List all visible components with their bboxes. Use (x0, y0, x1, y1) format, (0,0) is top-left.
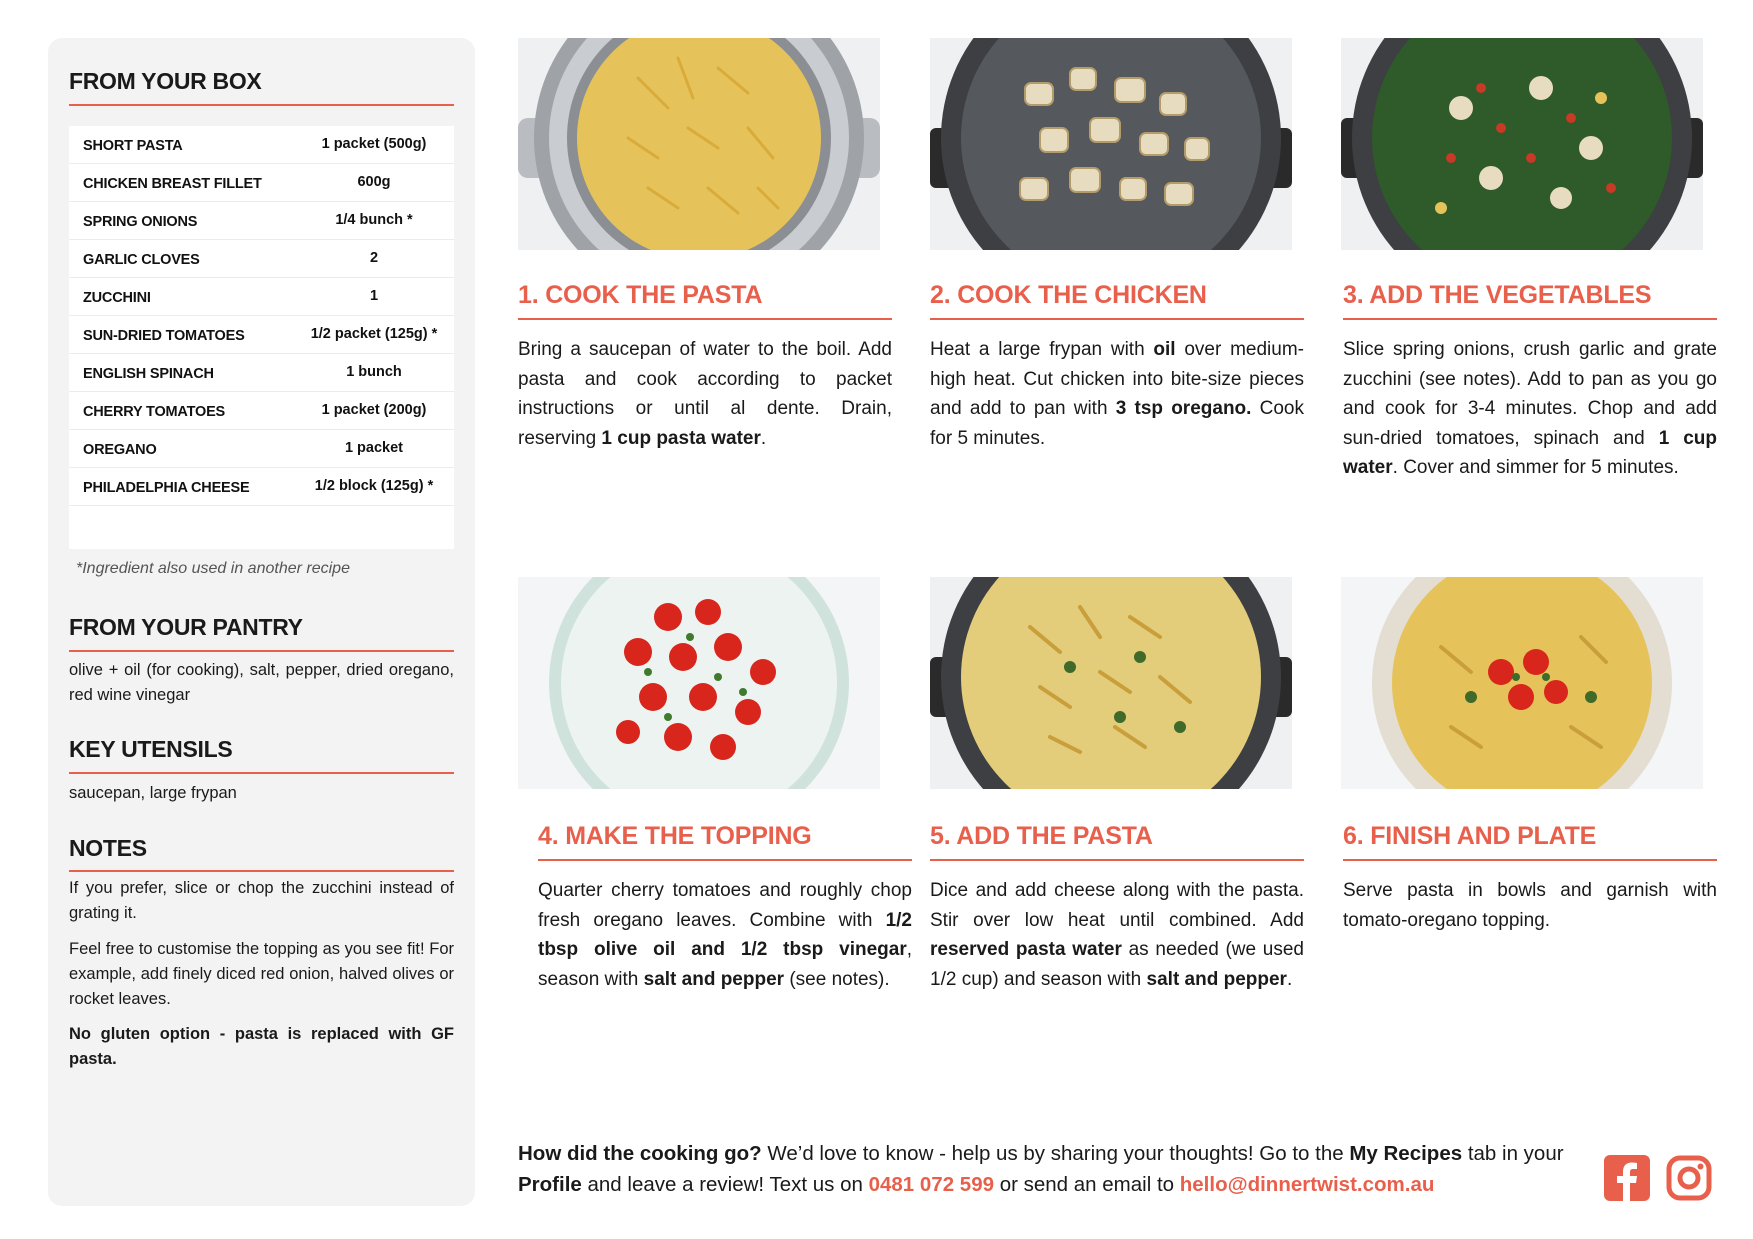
step-5-title: 5. ADD THE PASTA (930, 822, 1153, 850)
phone-link[interactable]: 0481 072 599 (868, 1173, 994, 1196)
step-1-text: Bring a saucepan of water to the boil. Add pasta and cook according to packet instructions or until al dente. Drain, reserving 1 cup pasta water. (518, 339, 892, 449)
heading-rule (1343, 318, 1717, 320)
ingredient-row (69, 316, 454, 354)
ingredient-qty: 1/4 bunch * (335, 212, 413, 228)
tomato-topping-photo (518, 577, 880, 789)
step-3-title: 3. ADD THE VEGETABLES (1343, 281, 1652, 309)
ingredient-row (69, 354, 454, 392)
utensils-text: saucepan, large frypan (69, 784, 237, 802)
ingredient-row (69, 468, 454, 506)
note-1: If you prefer, slice or chop the zucchini instead of grating it. (69, 879, 454, 922)
email-link[interactable]: hello@dinnertwist.com.au (1179, 1173, 1435, 1196)
step-4-title: 4. MAKE THE TOPPING (538, 822, 812, 850)
ingredient-qty: 1 (369, 288, 379, 304)
step-2-title: 2. COOK THE CHICKEN (930, 281, 1207, 309)
ingredient-row (69, 126, 454, 164)
box-heading: FROM YOUR BOX (69, 68, 262, 94)
heading-rule (69, 772, 454, 774)
ingredient-qty: 1 packet (500g) (321, 136, 427, 152)
utensils-heading: KEY UTENSILS (69, 736, 233, 762)
ingredient-row (69, 430, 454, 468)
heading-rule (518, 318, 892, 320)
ingredient-qty: 1 packet (344, 440, 404, 456)
ingredient-row (69, 278, 454, 316)
note-3: No gluten option - pasta is replaced with GF pasta. (69, 1025, 454, 1068)
ingredient-table (69, 126, 454, 549)
notes-heading: NOTES (69, 835, 147, 861)
pantry-heading: FROM YOUR PANTRY (69, 614, 303, 640)
ingredient-qty: 1 packet (200g) (321, 402, 427, 418)
step-4-text: Quarter cherry tomatoes and roughly chop fresh oregano leaves. Combine with 1/2 tbsp olive oil and 1/2 tbsp vinegar, season with salt and pepper (see notes). (538, 880, 912, 990)
heading-rule (1343, 859, 1717, 861)
feedback-footer: How did the cooking go? We’d love to know - help us by sharing your thoughts! Go to the My Recipes tab in your Profile and leave a review! Text us on 0481 072 599 or send an email to hello@dinnertwist.com.au (518, 1142, 1564, 1196)
ingredient-qty: 600g (357, 174, 391, 190)
heading-rule (930, 318, 1304, 320)
ingredient-name: ZUCCHINI (83, 290, 151, 306)
ingredient-qty: 1/2 packet (125g) * (310, 326, 438, 342)
ingredient-name: PHILADELPHIA CHEESE (83, 480, 250, 496)
ingredient-footnote: *Ingredient also used in another recipe (76, 560, 350, 577)
vegetables-pan-photo (1341, 38, 1703, 250)
ingredients-panel (48, 38, 475, 1206)
step-1-title: 1. COOK THE PASTA (518, 281, 763, 309)
facebook-icon[interactable] (1604, 1155, 1650, 1201)
ingredient-row (69, 392, 454, 430)
pasta-pot-photo (518, 38, 880, 250)
step-6-title: 6. FINISH AND PLATE (1343, 822, 1597, 850)
heading-rule (69, 870, 454, 872)
ingredient-name: ENGLISH SPINACH (83, 366, 214, 382)
ingredient-name: CHICKEN BREAST FILLET (83, 176, 262, 192)
step-5-text: Dice and add cheese along with the pasta. Stir over low heat until combined. Add reserved pasta water as needed (we used 1/2 cup) and season with salt and pepper. (930, 880, 1304, 990)
ingredient-qty: 2 (369, 250, 379, 266)
ingredient-name: CHERRY TOMATOES (83, 404, 226, 420)
ingredient-name: SPRING ONIONS (83, 214, 198, 230)
plated-pasta-photo (1341, 577, 1703, 789)
ingredient-name: SHORT PASTA (83, 138, 183, 154)
ingredient-row (69, 202, 454, 240)
heading-rule (930, 859, 1304, 861)
heading-rule (538, 859, 912, 861)
ingredient-name: GARLIC CLOVES (83, 252, 200, 268)
pantry-text: olive + oil (for cooking), salt, pepper, dried oregano, red wine vinegar (69, 661, 454, 704)
heading-rule (69, 104, 454, 106)
footer-question: How did the cooking go? (518, 1142, 762, 1165)
heading-rule (69, 650, 454, 652)
ingredient-name: SUN-DRIED TOMATOES (83, 328, 245, 344)
ingredient-qty: 1 bunch (346, 364, 402, 380)
step-3-text: Slice spring onions, crush garlic and grate zucchini (see notes). Add to pan as you go and cook for 3-4 minutes. Chop and add sun-dried tomatoes, spinach and 1 cup water. Cover and simmer for 5 minutes. (1343, 339, 1717, 478)
ingredient-row (69, 164, 454, 202)
step-6-text: Serve pasta in bowls and garnish with tomato-oregano topping. (1343, 880, 1717, 931)
ingredient-row (69, 240, 454, 278)
ingredient-qty: 1/2 block (125g) * (314, 478, 434, 494)
instagram-icon[interactable] (1666, 1155, 1712, 1201)
step-2-text: Heat a large frypan with oil over medium-high heat. Cut chicken into bite-size pieces and add to pan with 3 tsp oregano. Cook for 5 minutes. (930, 339, 1304, 449)
note-2: Feel free to customise the topping as you see fit! For example, add finely diced red onion, halved olives or rocket leaves. (69, 940, 454, 1008)
pasta-pan-photo (930, 577, 1292, 789)
ingredient-name: OREGANO (83, 442, 157, 458)
chicken-pan-photo (930, 38, 1292, 250)
